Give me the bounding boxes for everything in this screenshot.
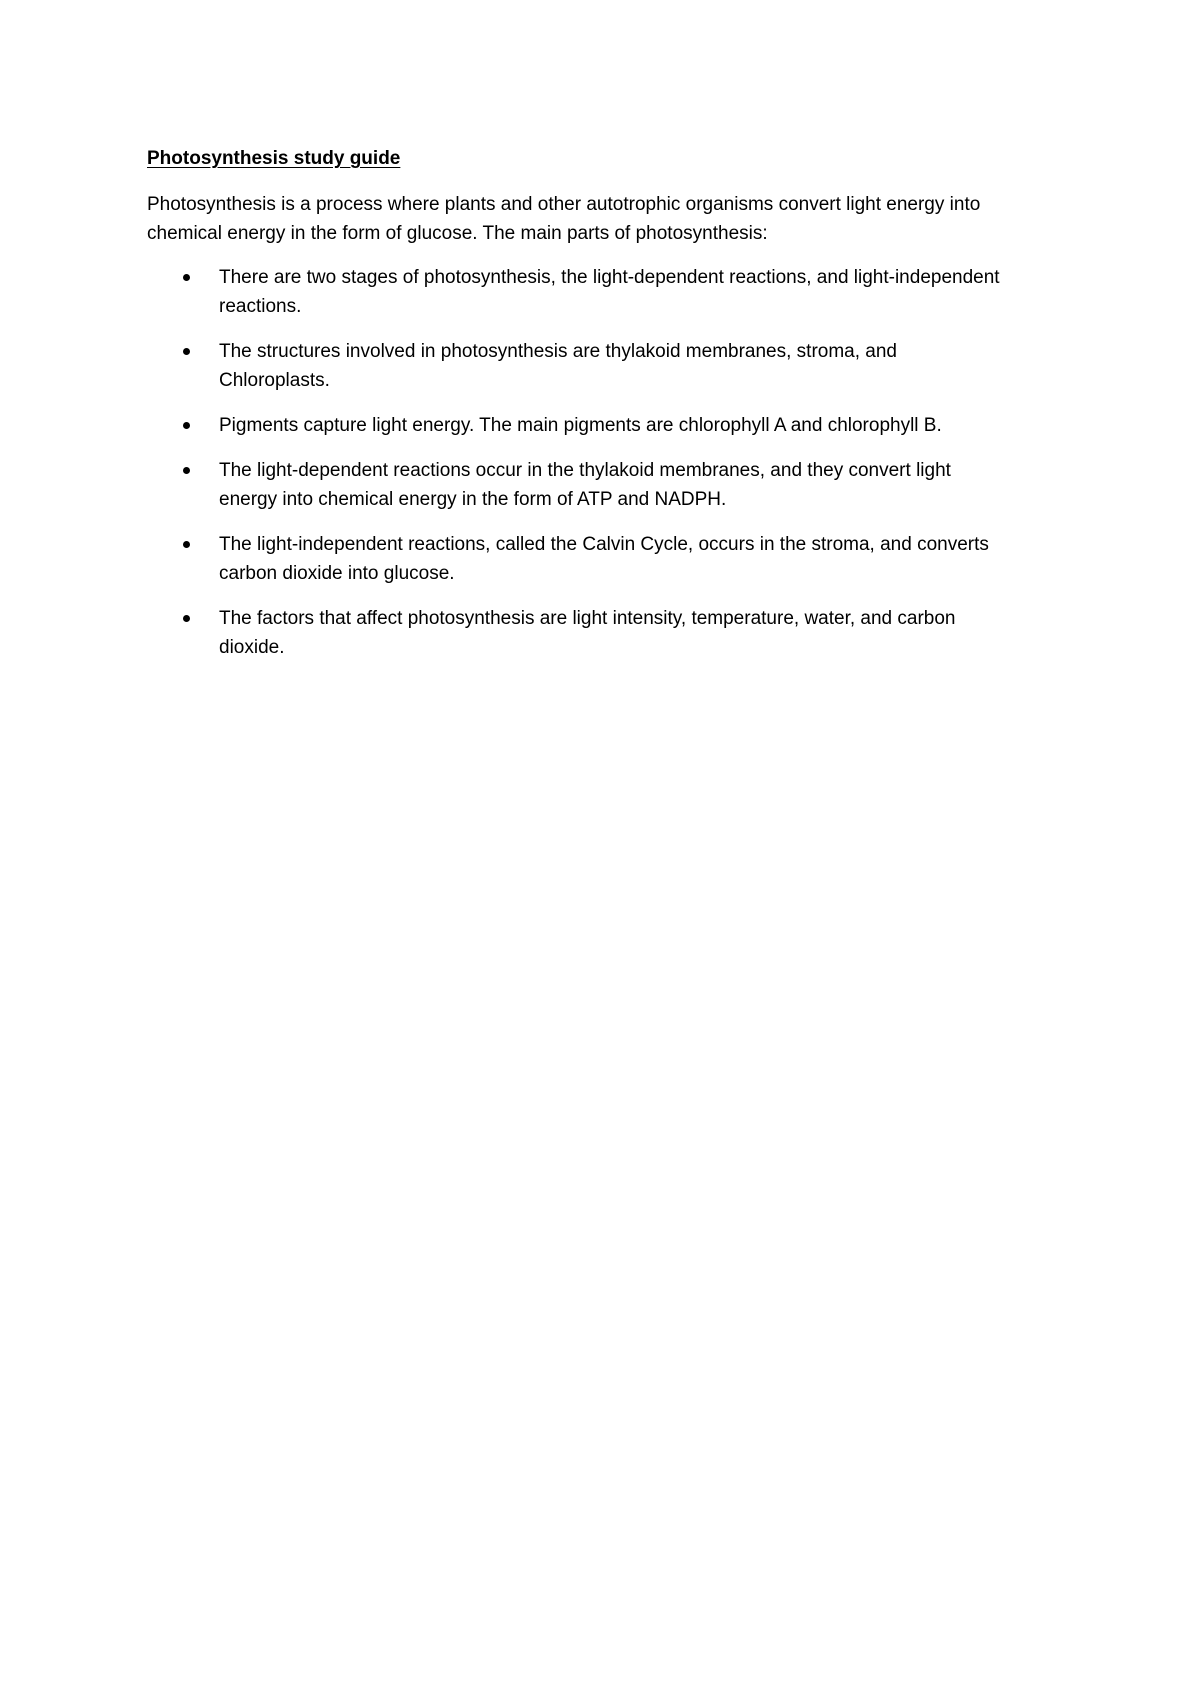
intro-paragraph: Photosynthesis is a process where plants and other autotrophic organisms convert light energy into chemical energy in the form of glucose. The main parts of photosynthesis: [147,194,981,244]
list-item [147,456,1009,514]
list-item-text: There are two stages of photosynthesis, the light-dependent reactions, and light-independent reactions. [219,267,1000,317]
bullet-icon [183,615,190,622]
bullet-icon [183,467,190,474]
list-item [147,411,1009,440]
list-item-text: The light-dependent reactions occur in the thylakoid membranes, and they convert light energy into chemical energy in the form of ATP and NADPH. [219,460,951,510]
list-item [147,337,1009,395]
document-content [147,146,1067,678]
bullet-icon [183,422,190,429]
list-item [147,263,1009,321]
document-title: Photosynthesis study guide [147,148,401,169]
list-item [147,530,1009,588]
bullet-icon [183,274,190,281]
list-item-text: Pigments capture light energy. The main pigments are chlorophyll A and chlorophyll B. [219,415,942,436]
list-item-text: The structures involved in photosynthesis are thylakoid membranes, stroma, and Chloroplasts. [219,341,897,391]
list-item [147,604,1009,662]
bullet-icon [183,348,190,355]
list-item-text: The factors that affect photosynthesis are light intensity, temperature, water, and carbon dioxide. [219,608,956,658]
bullet-list [147,263,1067,662]
list-item-text: The light-independent reactions, called the Calvin Cycle, occurs in the stroma, and converts carbon dioxide into glucose. [219,534,989,584]
bullet-icon [183,541,190,548]
